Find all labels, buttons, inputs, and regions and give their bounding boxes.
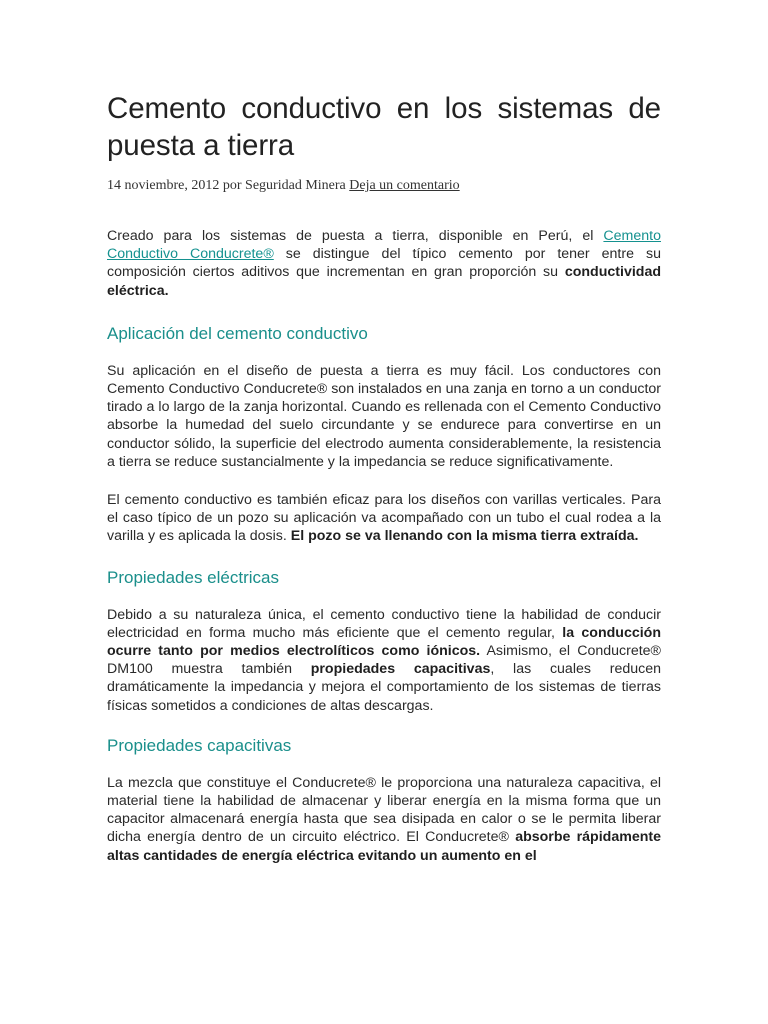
article-meta <box>107 177 661 195</box>
conducrete-product-link[interactable]: Cemento Conductivo Conducrete® <box>107 228 661 263</box>
heading-capacitivas: Propiedades capacitivas <box>107 735 292 755</box>
electricas-text-2: Asimismo, el Conducrete® DM100 muestra también <box>107 643 662 678</box>
intro-bold: conductividad eléctrica. <box>107 264 661 299</box>
post-author: Seguridad Minera <box>245 178 346 193</box>
electricas-bold-1: la conducción ocurre tanto por medios electrolíticos como iónicos. <box>107 624 662 660</box>
article-title: Cemento conductivo en los sistemas de puesta a tierra <box>107 92 661 162</box>
intro-paragraph <box>107 227 661 300</box>
capacitivas-bold-1: absorbe rápidamente altas cantidades de energía eléctrica evitando un aumento en el <box>107 829 661 864</box>
intro-text-2: se distingue del típico cemento por tener entre su composición ciertos aditivos que incrementan en gran proporción su <box>107 246 661 281</box>
intro-text-1: Creado para los sistemas de puesta a tierra, disponible en Perú, el <box>107 228 604 244</box>
aplicacion-paragraph-2 <box>107 491 661 546</box>
electricas-paragraph <box>107 606 661 715</box>
heading-electricas: Propiedades eléctricas <box>107 567 279 587</box>
aplicacion-p2-bold: El pozo se va llenando con la misma tierra extraída. <box>290 528 639 545</box>
heading-aplicacion: Aplicación del cemento conductivo <box>107 323 368 343</box>
capacitivas-paragraph <box>107 774 661 865</box>
by-label: por <box>222 178 242 193</box>
aplicacion-p2-text: El cemento conductivo es también eficaz para los diseños con varillas verticales. Para el caso típico de un pozo su aplicación va acompañado con un tubo el cual rodea a la varilla y es aplicada la dosis. <box>107 492 661 545</box>
electricas-bold-2: propiedades capacitivas <box>310 661 491 678</box>
electricas-text-1: Debido a su naturaleza única, el cemento conductivo tiene la habilidad de conducir electricidad en forma mucho más eficiente que el cemento regular, <box>107 606 661 641</box>
article <box>107 90 661 865</box>
electricas-text-3: , las cuales reducen dramáticamente la impedancia y mejora el comportamiento de los sistemas de tierras físicas sometidos a condiciones de altas descargas. <box>107 661 661 714</box>
leave-comment-link[interactable]: Deja un comentario <box>349 178 460 193</box>
capacitivas-text-1: La mezcla que constituye el Conducrete® le proporciona una naturaleza capacitiva, el material tiene la habilidad de almacenar y liberar energía en la misma forma que un capacitor almacenará energía hasta que sea disipada en calor o se le permita liberar dicha energía dentro de un circuito eléctrico. El Conducrete® <box>107 774 661 846</box>
aplicacion-paragraph-1: Su aplicación en el diseño de puesta a tierra es muy fácil. Los conductores con Cemento Conductivo Conducrete® son instalados en una zanja en torno a un conductor tirado a lo largo de la zanja horizontal. Cuando es rellenada con el Cemento Conductivo absorbe la humedad del suelo circundante y se endurece para convertirse en un conductor sólido, la superficie del electrodo aumenta considerablemente, la resistencia a tierra se reduce sustancialmente y la impedancia se reduce significativamente. <box>107 362 661 470</box>
post-date: 14 noviembre, 2012 <box>107 178 220 193</box>
